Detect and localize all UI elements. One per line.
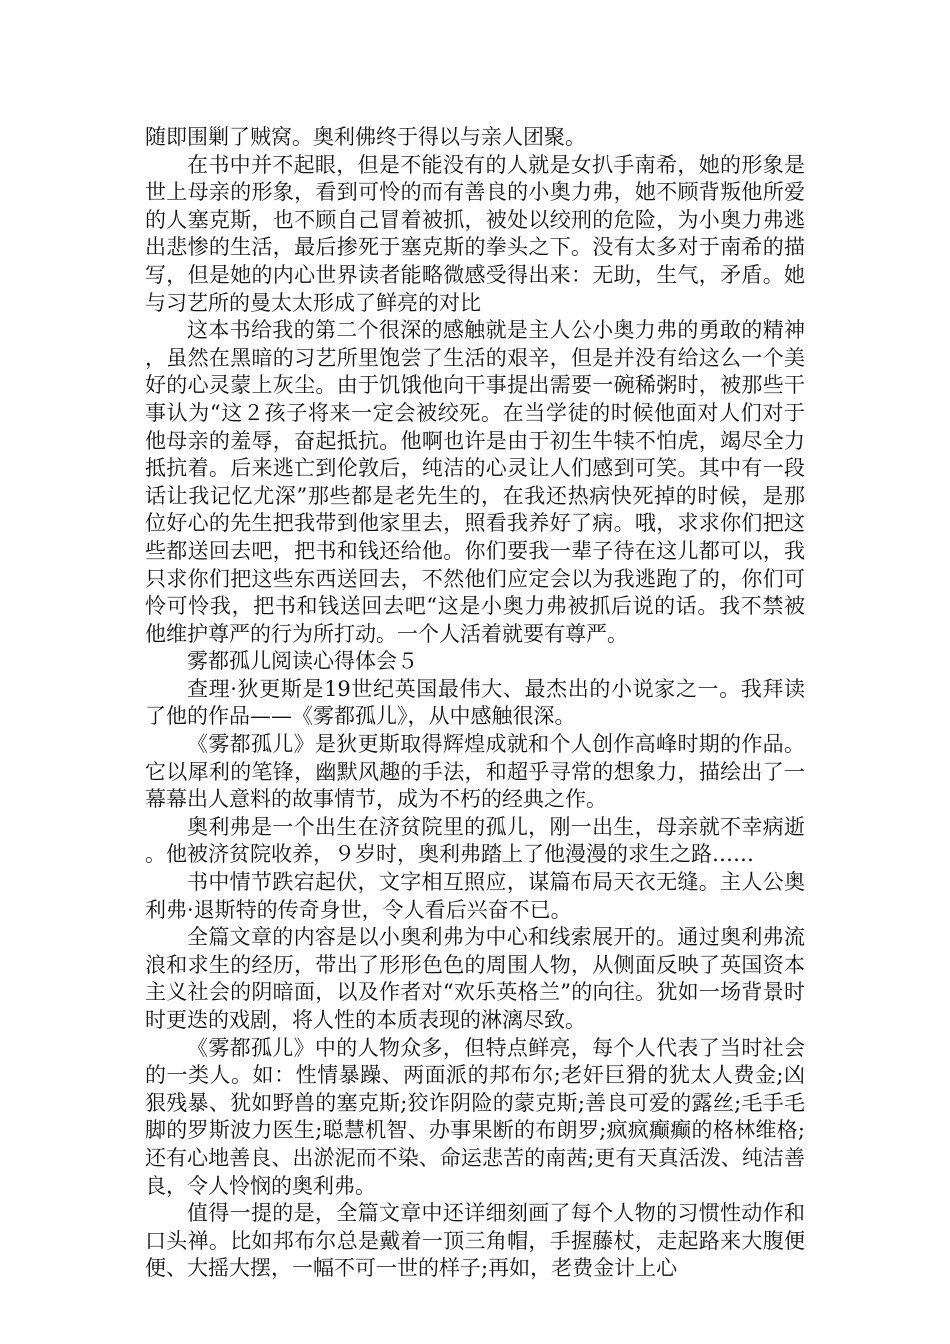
paragraph-6: 《雾都孤儿》是狄更斯取得辉煌成就和个人创作高峰时期的作品。它以犀利的笔锋，幽默风趣的手法，和超乎寻常的想象力，描绘出了一幕幕出人意料的故事情节，成为不朽的经典之作。 [145, 732, 805, 812]
paragraph-7: 奥利弗是一个出生在济贫院里的孤儿，刚一出生，母亲就不幸病逝。他被济贫院收养，９岁时，奥利弗踏上了他漫漫的求生之路…… [145, 814, 805, 867]
paragraph-11: 值得一提的是，全篇文章中还详细刻画了每个人物的习惯性动作和口头禅。比如邦布尔总是戴着一顶三角帽，手握藤杖，走起路来大腹便便、大摇大摆，一幅不可一世的样子;再如，老费金计上心 [145, 1201, 805, 1281]
document-body [145, 124, 805, 1283]
paragraph-8: 书中情节跌宕起伏，文字相互照应，谋篇布局天衣无缝。主人公奥利弗·退斯特的传奇身世，令人看后兴奋不已。 [145, 870, 805, 922]
section-heading: 雾都孤儿阅读心得体会５ [187, 649, 418, 674]
paragraph-3: 这本书给我的第二个很深的感触就是主人公小奥力弗的勇敢的精神，虽然在黑暗的习艺所里饱尝了生活的艰辛，但是并没有给这么一个美好的心灵蒙上灰尘。由于饥饿他向干事提出需要一碗稀粥时，被那些干事认为“这２孩子将来一定会被绞死。在当学徒的时候他面对人们对于他母亲的羞辱，奋起抵抗。他啊也许是由于初生牛犊不怕虎，竭尽全力抵抗着。后来逃亡到伦敦后，纯洁的心灵让人们感到可笑。其中有一段话让我记忆尤深”那些都是老先生的，在我还热病快死掉的时候，是那位好心的先生把我带到他家里去，照看我养好了病。哦，求求你们把这些都送回去吧，把书和钱还给他。你们要我一辈子待在这儿都可以，我只求你们把这些东西送回去，不然他们应定会以为我逃跑了的，你们可怜可怜我，把书和钱送回去吧“这是小奥力弗被抓后说的话。我不禁被他维护尊严的行为所打动。一个人活着就要有尊严。 [145, 318, 805, 646]
paragraph-10: 《雾都孤儿》中的人物众多，但特点鲜亮，每个人代表了当时社会的一类人。如：性情暴躁、两面派的邦布尔;老奸巨猾的犹太人费金;凶狠残暴、犹如野兽的塞克斯;狡诈阴险的蒙克斯;善良可爱的露丝;毛手毛脚的罗斯波力医生;聪慧机智、办事果断的布朗罗;疯疯癫癫的格林维格;还有心地善良、出淤泥而不染、命运悲苦的南茜;更有天真活泼、纯洁善良，令人怜悯的奥利弗。 [145, 1035, 805, 1198]
paragraph-1: 随即围剿了贼窝。奥利佛终于得以与亲人团聚。 [145, 125, 586, 149]
paragraph-9: 全篇文章的内容是以小奥利弗为中心和线索展开的。通过奥利弗流浪和求生的经历，带出了形形色色的周围人物，从侧面反映了英国资本主义社会的阴暗面，以及作者对“欢乐英格兰”的向往。犹如一场背景时时更迭的戏剧，将人性的本质表现的淋漓尽致。 [145, 925, 805, 1032]
paragraph-5: 查理·狄更斯是19世纪英国最伟大、最杰出的小说家之一。我拜读了他的作品——《雾都孤儿》，从中感触很深。 [145, 676, 805, 729]
paragraph-2: 在书中并不起眼，但是不能没有的人就是女扒手南希，她的形象是世上母亲的形象，看到可怜的而有善良的小奥力弗，她不顾背叛他所爱的人塞克斯，也不顾自己冒着被抓，被处以绞刑的危险，为小奥力弗逃出悲惨的生活，最后掺死于塞克斯的拳头之下。没有太多对于南希的描写，但是她的内心世界读者能略微感受得出来：无助，生气，矛盾。她与习艺所的曼太太形成了鲜亮的对比 [145, 152, 805, 315]
